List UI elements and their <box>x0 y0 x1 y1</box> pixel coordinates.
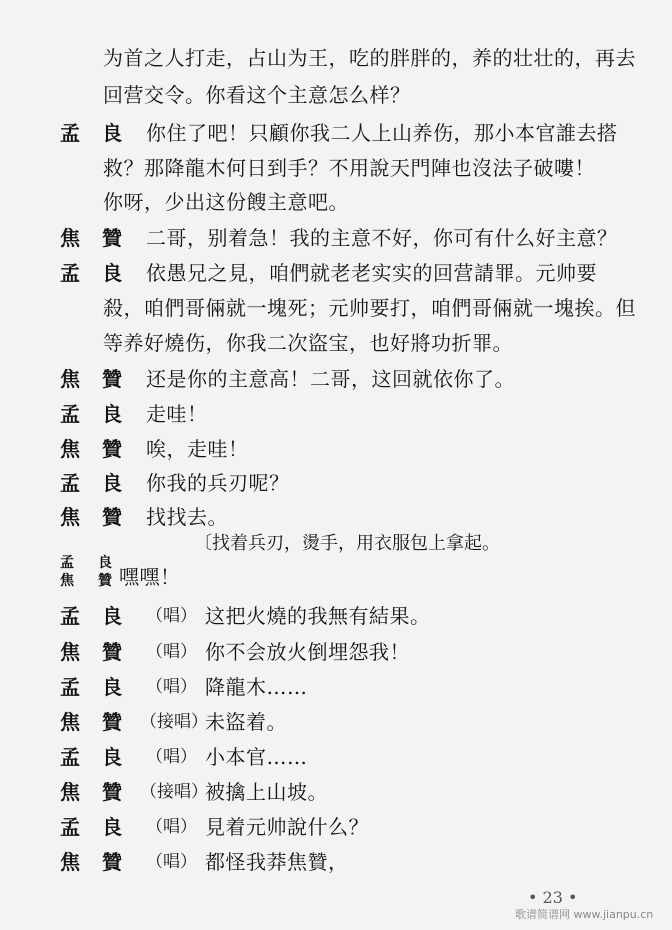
dialogue-line: 你我的兵刃呢？ <box>146 471 290 495</box>
speaker-label: 焦贊 <box>60 710 144 734</box>
dialogue-line: 殺，咱們哥倆就一塊死；元帅要打，咱們哥倆就一塊挨。但 <box>103 296 636 320</box>
dialogue-line: 走哇！ <box>146 402 208 426</box>
lyric-line: 小本官…… <box>205 745 308 769</box>
dialogue-line: 二哥，别着急！我的主意不好，你可有什么好主意？ <box>146 226 618 250</box>
dialogue-line: 嘿嘿！ <box>119 565 181 589</box>
speaker-label: 孟良 <box>60 471 144 495</box>
speaker-label: 孟良 <box>60 745 144 769</box>
lyric-line: 都怪我莽焦贊， <box>205 850 349 874</box>
speaker-label: 焦贊 <box>60 640 144 664</box>
lyric-line: 这把火燒的我無有結果。 <box>205 604 431 628</box>
speaker-label: 孟良 <box>60 402 144 426</box>
singing-cue: （唱） <box>146 852 197 872</box>
dialogue-line: 依愚兄之見，咱們就老老实实的回营請罪。元帅要 <box>146 261 597 285</box>
lyric-line: 未盜着。 <box>205 710 287 734</box>
text-line: 回营交令。你看这个主意怎么样？ <box>103 83 411 107</box>
speaker-label: 焦贊 <box>60 505 144 529</box>
speaker-label: 孟良 <box>60 604 144 628</box>
speaker-label: 焦贊 <box>60 367 144 391</box>
dialogue-line: 你呀，少出这份餿主意吧。 <box>103 190 349 214</box>
speaker-label: 焦贊 <box>60 850 144 874</box>
singing-cue: （接唱） <box>140 712 208 732</box>
speaker-label: 焦贊 <box>60 780 144 804</box>
speaker-label: 孟良 <box>60 815 144 839</box>
watermark-text: 歌谱简谱网 www.jianpu.cn <box>515 908 654 921</box>
dialogue-line: 救？那降龍木何日到手？不用說天門陣也沒法子破嘍！ <box>103 156 595 180</box>
singing-cue: （接唱） <box>140 782 208 802</box>
singing-cue: （唱） <box>146 642 197 662</box>
speaker-label: 孟良 <box>60 675 144 699</box>
dialogue-line: 等养好燒伤，你我二次盜宝，也好將功折罪。 <box>103 331 513 355</box>
text-line: 为首之人打走，占山为王，吃的胖胖的，养的壮壮的，再去 <box>103 46 636 70</box>
speaker-label-top: 孟良 <box>60 555 136 571</box>
page-number: • 23 • <box>528 888 578 907</box>
lyric-line: 被擒上山坡。 <box>205 780 328 804</box>
lyric-line: 你不会放火倒埋怨我！ <box>205 640 410 664</box>
dialogue-line: 唉，走哇！ <box>146 437 249 461</box>
singing-cue: （唱） <box>146 747 197 767</box>
speaker-label: 焦贊 <box>60 226 144 250</box>
stage-direction: 〔找着兵刃，燙手，用衣服包上拿起。 <box>194 533 500 554</box>
singing-cue: （唱） <box>146 677 197 697</box>
lyric-line: 見着元帅說什么？ <box>205 815 369 839</box>
singing-cue: （唱） <box>146 606 197 626</box>
dialogue-line: 找找去。 <box>146 505 228 529</box>
speaker-label: 孟良 <box>60 261 144 285</box>
singing-cue: （唱） <box>146 817 197 837</box>
speaker-label-bottom: 焦贊 <box>60 573 136 589</box>
lyric-line: 降龍木…… <box>205 675 308 699</box>
speaker-label: 孟良 <box>60 121 144 145</box>
speaker-label: 焦贊 <box>60 437 144 461</box>
dialogue-line: 还是你的主意高！二哥，这回就依你了。 <box>146 367 515 391</box>
dialogue-line: 你住了吧！只顧你我二人上山养伤，那小本官誰去搭 <box>146 121 618 145</box>
